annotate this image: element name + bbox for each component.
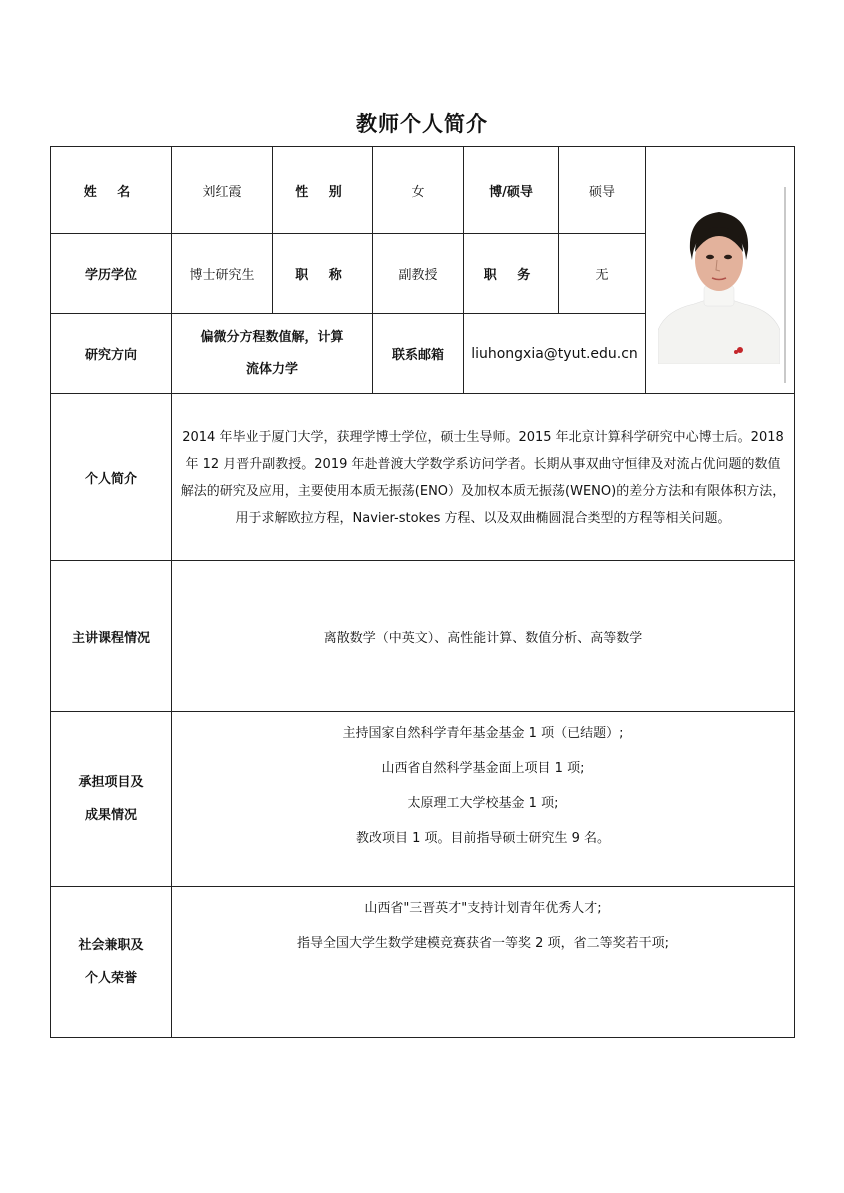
honors-list	[172, 887, 795, 1038]
projects-label	[51, 712, 172, 887]
row-courses	[51, 561, 795, 712]
profile-table	[50, 146, 795, 1038]
bio-label: 个人简介	[51, 394, 172, 561]
degree-value: 博士研究生	[172, 234, 273, 314]
supervisor-label: 博/硕导	[464, 147, 559, 234]
name-label: 姓 名	[51, 147, 172, 234]
honors-label-line-1: 社会兼职及	[78, 938, 144, 953]
title-label: 职 称	[273, 234, 373, 314]
honors-label-line-2: 个人荣誉	[84, 971, 137, 986]
degree-label: 学历学位	[51, 234, 172, 314]
projects-list	[172, 712, 795, 887]
courses-label: 主讲课程情况	[51, 561, 172, 712]
project-item: 教改项目 1 项。目前指导硕士研究生 9 名。	[355, 831, 611, 846]
research-line-2: 流体力学	[245, 361, 298, 377]
research-label: 研究方向	[51, 314, 172, 394]
photo-cell	[646, 147, 795, 394]
photo-edge-line	[784, 187, 786, 383]
title-value: 副教授	[373, 234, 464, 314]
research-line-1: 偏微分方程数值解，计算	[200, 329, 344, 345]
project-item: 主持国家自然科学青年基金基金 1 项（已结题）;	[342, 726, 624, 741]
portrait-photo	[658, 202, 780, 364]
project-item: 山西省自然科学基金面上项目 1 项;	[381, 761, 585, 776]
research-value	[172, 314, 373, 394]
projects-label-line-1: 承担项目及	[78, 775, 144, 790]
name-value: 刘红霞	[172, 147, 273, 234]
project-item: 太原理工大学校基金 1 项;	[407, 796, 559, 811]
row-honors	[51, 887, 795, 1038]
supervisor-value: 硕导	[559, 147, 646, 234]
email-value: liuhongxia@tyut.edu.cn	[464, 314, 646, 394]
row-bio	[51, 394, 795, 561]
page-title: 教师个人简介	[356, 112, 488, 136]
position-label: 职 务	[464, 234, 559, 314]
gender-label: 性 别	[273, 147, 373, 234]
position-value: 无	[559, 234, 646, 314]
honor-item: 山西省"三晋英才"支持计划青年优秀人才;	[364, 901, 602, 916]
courses-text: 离散数学（中英文）、高性能计算、数值分析、高等数学	[172, 561, 795, 712]
row-name	[51, 147, 795, 234]
gender-value: 女	[373, 147, 464, 234]
honor-item: 指导全国大学生数学建模竞赛获省一等奖 2 项，省二等奖若干项;	[297, 936, 669, 951]
email-label: 联系邮箱	[373, 314, 464, 394]
bio-text: 2014 年毕业于厦门大学，获理学博士学位，硕士生导师。2015 年北京计算科学研究中心博士后。2018 年 12 月晋升副教授。2019 年赴普渡大学数学系访问学者。长期从事双曲守恒律及对流占优问题的数值解法的研究及应用，主要使用本质无振荡(ENO）及加权本质无振荡(WENO)的差分方法和有限体积方法，用于求解欧拉方程，Navier-stokes 方程、以及双曲椭圆混合类型的方程等相关问题。	[172, 394, 795, 561]
projects-label-line-2: 成果情况	[84, 808, 137, 823]
row-projects	[51, 712, 795, 887]
honors-label	[51, 887, 172, 1038]
